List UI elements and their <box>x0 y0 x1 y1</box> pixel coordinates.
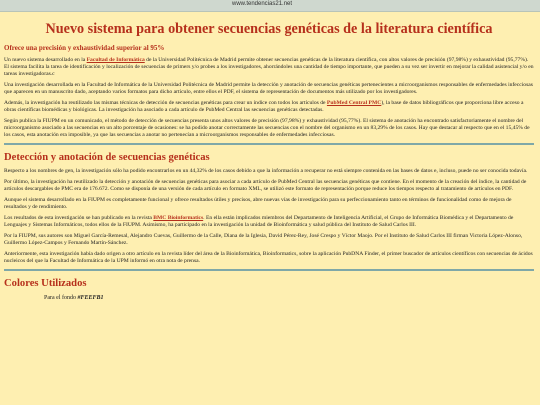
paragraph-9: Por la FIUPM, sus autores son Miguel García-Remesal, Alejandro Cuevas, Guillermo de la Calle, Diana de la Iglesia, David Pérez-Rey, José Crespo y Víctor Maojo. Por el Instituto de Salud Carlos III firman Victoria López-Alonso, Guillermo López-Campos y Fernando Martín-Sánchez. <box>4 233 523 246</box>
paragraph-6: Por último, la investigación ha reutilizado la detección y anotación de secuencias genéticas para asociar a cada artículo de PubMed Central las secuencias genéticas que contiene. En el momento de la creación del índice, la cantidad de artículos descargables de PMC era de 176.672. Como se disponía de una versión de cada artículo en formato XML, se utilizó este formato de representación porque reduce los tiempos respecto al tratamiento de artículos en PDF. <box>4 179 527 192</box>
colors-info: Para el fondo #FEEFB1 <box>44 295 104 301</box>
article-subtitle: Ofrece una precisión y exhaustividad superior al 95% <box>4 44 165 52</box>
paragraph-5: Respecto a los nombres de gen, la investigación sólo ha podido encontrarlos en un 44,32% de los casos debido a que la información a recuperar no está siempre contenida en las bases de datos e, incluso, puede no ser conocida todavía. <box>4 168 528 174</box>
paragraph-8: Los resultados de esta investigación se han publicado en la revista BMC Bioinformatics. En ella están implicados miembros del Departamento de Inteligencia Artificial, el Grupo de Informática Biomédica y el Departamento de Lenguajes y Sistemas Informáticos, todos ellos de la FIUPM. Asimismo, ha participado en la investigación la unidad de Bioinformática y salud pública del Instituto de Salud Carlos III. <box>4 215 514 228</box>
paragraph-4: Según publica la FIUPM en un comunicado, el método de detección de secuencias presenta unos altos valores de precisión (97,98%) y exhaustividad (95,77%). El sistema de anotación ha encontrado satisfactoriamente el nombre del microorganismo asociado a las secuencias en un alto porcentaje de ocasiones: se ha podido anotar correctamente las secuencias con el nombre del organismo en un 83,29% de los casos. Hay que destacar al respecto que en el 15,45% de los casos, esta anotación era imposible, ya que las secuencias a anotar no pertenecían a microorganismos responsables de enfermedades infecciosas. <box>4 118 530 138</box>
paragraph-2: Una investigación desarrollada en la Facultad de Informática de la Universidad Politécnica de Madrid permite la detección y anotación de secuencias genéticas pertenecientes a microorganismos responsables de enfermedades infecciosas que aparecen en un manuscrito dado, aceptando varios formatos para dicho artículo, entre ellos el PDF, el sistema de representación de documentos más utilizado por los investigadores. <box>4 82 533 95</box>
divider <box>4 143 534 145</box>
paragraph-10: Anteriormente, esta investigación había dado origen a otro artículo en la revista líder del área de la Bioinformática, Bioinformatics, sobre la aplicación PubDNA Finder, el primer buscador de artículos científicos con secuencias de ácidos nucleicos del que la Facultad de Informática de la UPM informó en otra nota de prensa. <box>4 251 533 264</box>
section-title-deteccion: Detección y anotación de secuencias genéticas <box>4 152 210 163</box>
paragraph-3: Además, la investigación ha reutilizado las mismas técnicas de detección de secuencias genéticas para crear un índice con todos los artículos de PubMed Central PMC), la base de datos bibliográficos que proporciona libre acceso a obras científicas biomédicas y biológicas. La investigación ha asociado a cada artículo de PubMed Central las secuencias genéticas detectadas. <box>4 100 524 113</box>
divider <box>4 269 534 271</box>
article-title: Nuevo sistema para obtener secuencias genéticas de la literatura científica <box>45 21 493 37</box>
paragraph-1: Un nuevo sistema desarrollado en la Facultad de Informática de la Universidad Politécnica de Madrid permite obtener secuencias genéticas de la literatura científica, con altos valores de precisión (97,98%) y exhaustividad (95,77%). El sistema facilita la tarea de identificación y localización de secuencias de primers y/o probes a los investigadores, ahorrándoles una cantidad de tiempo importante, que pueden a su vez ser invertir en mejorar la calidad asistencial y/o en tareas investigadoras.c <box>4 57 534 77</box>
link-bmc-bioinformatics[interactable]: BMC Bioinformatics <box>153 215 204 221</box>
paragraph-7: Aunque el sistema desarrollado en la FIUPM es completamente funcional y ofrece resultados útiles y precisos, abre nuevas vías de investigación para su perfeccionamiento tanto en términos de funcionalidad como de mejora de resultados y de rendimiento. <box>4 197 512 210</box>
color-value: #FEEFB1 <box>77 295 104 301</box>
link-facultad-informatica[interactable]: Facultad de Informática <box>86 57 145 63</box>
article <box>4 12 534 301</box>
section-title-colores: Colores Utilizados <box>4 278 87 289</box>
browser-address-bar[interactable] <box>0 0 540 12</box>
url-text: www.tendencias21.net <box>232 1 293 7</box>
link-pubmed-central[interactable]: PubMed Central PMC <box>326 100 382 106</box>
